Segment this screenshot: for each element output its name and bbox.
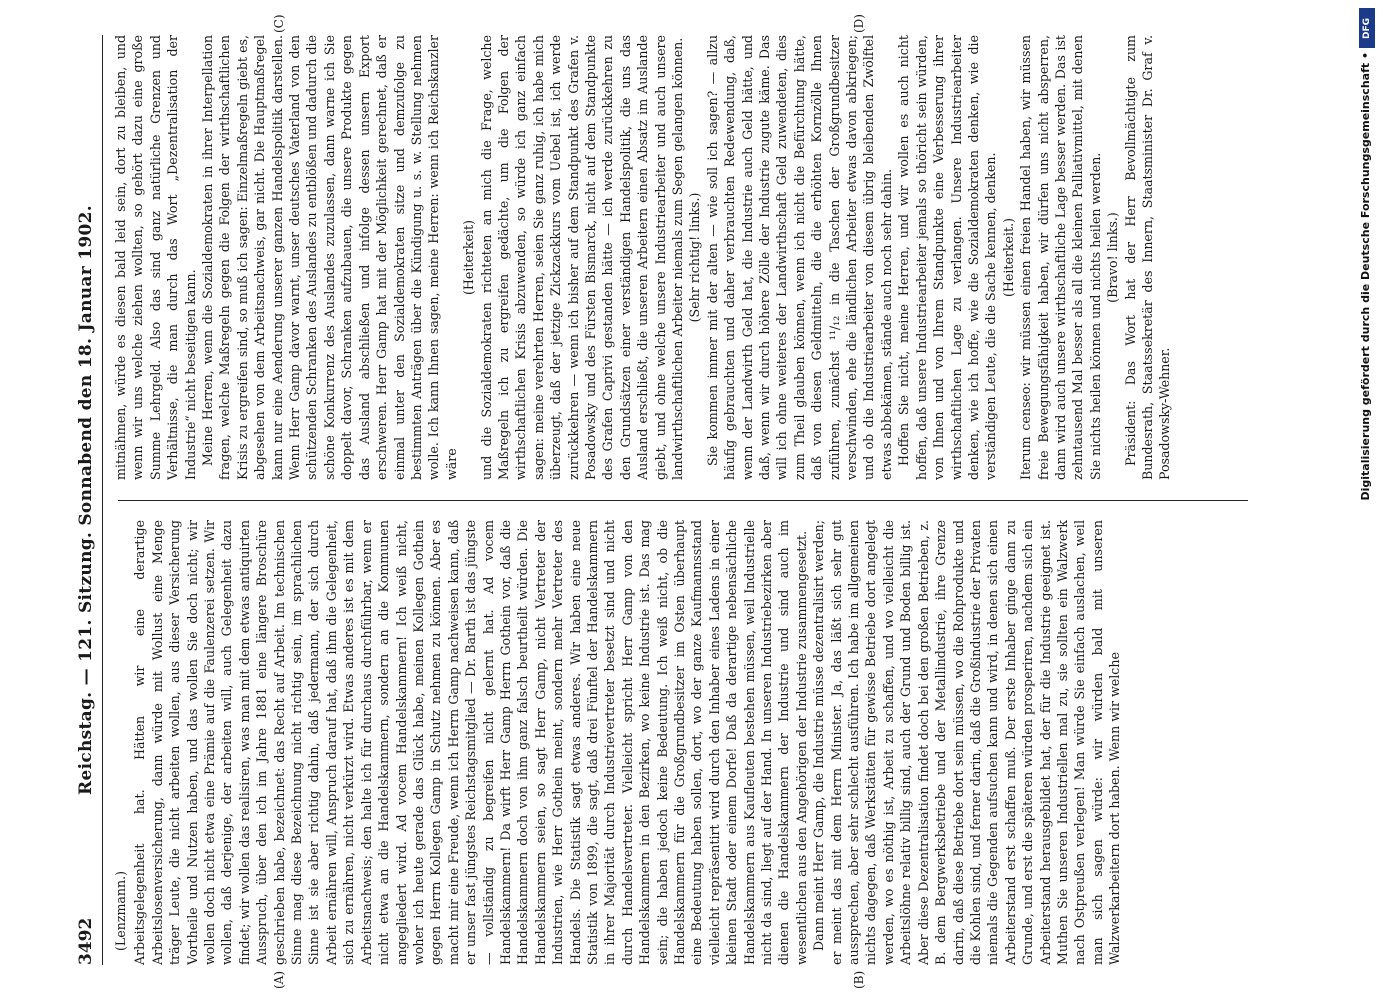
- interjection: (Bravo! links.): [1104, 212, 1120, 303]
- margin-marker-b: (B): [851, 970, 866, 989]
- president-statement: Präsident: Das Wort hat der Herr Bevollmächtigte zum Bundesrath, Staatssekretär des Innern, Staatsminister Dr. Graf v. Posadowsky-Wehner.: [1122, 35, 1172, 480]
- paragraph: Sie kommen immer mit der alten — wie soll ich sagen? — allzu häufig gebrauchten und daher verbrauchten Redewendung, daß, wenn der Landwirth Geld hat, die Industrie auch Geld hätte, und daß, wenn wir durch höhere Zölle der Industrie zugute käme. Das will ich ohne weiteres der Landwirthschaft Geld zuwendeten, dies zum Theil glauben können, wenn ich nicht die Befürchtung hätte, daß von diesen Geldmitteln, die die erhöhten Kornzölle Ihnen zuführen, zunächst ¹¹/₁₂ in die Taschen der Großgrundbesitzer verschwinden, ehe die ländlichen Arbeiter etwas davon abkriegen; und ob die Industriearbeiter von diesem übrig bleibenden Zwölftel etwas abbekämen, stände auch noch sehr dahin.: [704, 35, 894, 480]
- page-title: Reichstag. — 121. Sitzung. Sonnabend den 18. Januar 1902.: [75, 205, 96, 795]
- interjection: (Heiterkeit): [460, 220, 476, 295]
- paragraph: Iterum censeo: wir müssen einen freien Handel haben, wir müssen freie Bewegungsfähigkeit haben, wir dürfen uns nicht absperren, dann wird auch unsere wirthschaftliche Lage besser werden. Das ist zehntausend Mal besser als all die kleinen Palliativmittel, mit denen Sie nichts heilen können und nichts heilen werden.: [1017, 35, 1103, 480]
- left-column: [112, 520, 1252, 965]
- right-column: [112, 35, 1252, 480]
- interjection: (Sehr richtig! links.): [686, 192, 702, 323]
- newspaper-page: [42, 5, 1342, 995]
- margin-marker-a: (A): [271, 970, 286, 989]
- digitization-credit: [1357, 6, 1379, 996]
- margin-marker-d: (D): [851, 14, 866, 33]
- column-divider: [118, 500, 1248, 501]
- speaker-name: (Lenzmann.): [112, 870, 128, 951]
- paragraph: mitnähmen, würde es diesen bald leid sein, dort zu bleiben, und wenn wir uns welche ziehen wollten, so gehört dazu eine große Summe Lehrgeld. Also das sind ganz natürliche Grenzen und Verhältnisse, die man durch das Wort „Dezentralisation der Industrie“ nicht beseitigen kann.: [112, 35, 198, 480]
- page-number: 3492: [75, 917, 96, 965]
- paragraph: und die Sozialdemokraten richteten an mich die Frage, welche Maßregeln ich zu ergreifen gedächte, um die Folgen der wirthschaftlichen Krisis abzuwenden, so würde ich ganz einfach sagen: meine verehrten Herren, seien Sie ganz ruhig, ich habe mich überzeugt, daß der jetzige Zickzackkurs vom Uebel ist, ich werde zurückkehren — wenn ich bisher auf dem Standpunkt des Grafen v. Posadowsky und des Fürsten Bismarck, nicht auf dem Standpunkte des Grafen Caprivi gestanden hätte — ich werde zurückkehren zu den Grundsätzen einer verständigen Handelspolitik, die uns das Ausland erschließt, die unseren Arbeitern einen Absatz im Auslande giebt, und ohne welche unsere Industriearbeiter und auch unsere landwirthschaftlichen Arbeiter niemals zum Segen gelangen können.: [478, 35, 685, 480]
- paragraph: Arbeitsgelegenheit hat. Hätten wir eine derartige Arbeitslosenversicherung, dann würde mit Wollust eine Menge träger Leute, die nicht arbeiten wollen, aus dieser Versicherung Vortheile und Nutzen haben, und das wollen Sie doch nicht; wir wollen doch nicht etwa eine Prämie auf die Faulenzerei setzen. Wir wollen, daß derjenige, der arbeiten will, auch Gelegenheit dazu findet; wir wollen das realisiren, was man mit dem etwas antiquirten Ausspruch, über den ich im Jahre 1881 eine längere Broschüre geschrieben habe, bezeichnet: das Recht auf Arbeit. Im technischen Sinne mag diese Bezeichnung nicht richtig sein, im sprachlichen Sinne ist sie aber richtig dahin, daß jedermann, der sich durch Arbeit ernähren will, Anspruch darauf hat, daß ihm die Gelegenheit, sich zu ernähren, nicht verkürzt wird. Etwas anderes ist es mit dem Arbeitsnachweis; den halte ich für durchaus durchführbar, wenn er nicht etwa an die Handelskammern, sondern an die Kommunen angegliedert wird. Ad vocem Handelskammern! Ich weiß nicht, woher ich heute gerade das Glück habe, meinen Kollegen Gothein gegen Herrn Kollegen Gamp in Schutz nehmen zu können. Aber es macht mir eine Freude, wenn ich Herrn Gamp nachweisen kann, daß er unser fast jüngstes Reichstagsmitglied — Dr. Barth ist das jüngste — vollständig zu begreifen nicht gelernt hat. Ad vocem Handelskammern! Da wirft Herr Gamp Herrn Gothein vor, daß die Handelskammern doch von ihm ganz falsch beurtheilt würden. Die Handelskammern seien, so sagt Herr Gamp, nicht Vertreter der Industrien, wie Herr Gothein meint, sondern mehr Vertreter des Handels. Die Statistik sagt etwas anderes. Wir haben eine neue Statistik von 1899, die sagt, daß drei Fünftel der Handelskammern in ihrer Majorität durch Industrievertreter besetzt sind und nicht durch Handelsvertreter. Vielleicht spricht Herr Gamp von den Handelskammern in den Bezirken, wo keine Industrie ist. Das mag sein; die haben jedoch keine Bedeutung. Ich weiß nicht, ob die Handelskammern für die Großgrundbesitzer im Osten überhaupt eine Bedeutung haben sollen, dort, wo der ganze Kaufmannsstand vielleicht repräsentirt wird durch den Inhaber eines Ladens in einer kleinen Stadt oder einem Dorfe! Daß da derartige nebensächliche Handelskammern aus Kaufleuten bestehen müssen, weil Industrielle nicht da sind, liegt auf der Hand. In unseren Industriebezirken aber dienen die Handelskammern der Industrie und sind auch im wesentlichen aus den Angehörigen der Industrie zusammengesetzt.: [131, 520, 809, 965]
- paragraph: Hoffen Sie nicht, meine Herren, und wir wollen es auch nicht hoffen, daß unsere Industriearbeiter jemals so thöricht sein würden, von Ihnen und von Ihrem Standpunkte eine Verbesserung ihrer wirthschaftlichen Lage zu verlangen. Unsere Industriearbeiter denken, wie ich hoffe, wie die Sozialdemokraten denken, wie die verständigen Leute, die die Sache kennen, denken.: [895, 35, 998, 480]
- margin-marker-c: (C): [271, 14, 286, 33]
- dfg-logo: DFG: [1359, 8, 1375, 48]
- paragraph: Meine Herren, wenn die Sozialdemokraten in ihrer Interpellation fragen, welche Maßregeln gegen die Folgen der wirthschaftlichen Krisis zu ergreifen sind, so muß ich sagen: Einzelmaßregeln giebt es, abgesehen von dem Arbeitsnachweis, gar nicht. Die Hauptmaßregel kann nur eine Aenderung unserer ganzen Handelspolitik darstellen. Wenn Herr Gamp davor warnt, unser deutsches Vaterland von den schützenden Schranken des Auslandes zu entblößen und dadurch die schöne Konkurrenz des Auslandes zuzulassen, dann warne ich Sie doppelt davor, Schranken aufzubauen, die unsere Produkte gegen das Ausland abschließen und infolge dessen unsern Export erschweren. Herr Gamp hat mit der Möglichkeit gerechnet, daß er einmal unter den Sozialdemokraten sitze und demzufolge zu bestimmten Anträgen über die Kündigung u. s. w. Stellung nehmen wolle. Ich kann Ihnen sagen, meine Herren: wenn ich Reichskanzler wäre: [199, 35, 459, 480]
- interjection: (Heiterkeit.): [1000, 218, 1016, 297]
- page-header: [74, 35, 103, 965]
- paragraph: Dann meint Herr Gamp, die Industrie müsse dezentralisirt werden; er meint das mit dem Herrn Minister. Ja, das läßt sich sehr gut aussprechen, aber sehr schlecht ausführen. Ich habe im allgemeinen nichts dagegen, daß Werkstätten für gewisse Betriebe dort angelegt werden, wo es nöthig ist, Arbeit zu schaffen, und wo vielleicht die Arbeitslöhne relativ billig sind, auch der Grund und Boden billig ist. Aber diese Dezentralisation findet doch bei den großen Betrieben, z. B. dem Bergwerksbetriebe und der Metallindustrie, ihre Grenze darin, daß diese Betriebe dort sein müssen, wo die Rohprodukte und die Kohlen sind, und ferner darin, daß die Großindustrie der Privaten niemals die Gegenden aufsuchen kann und wird, in denen sich einen Arbeiterstand erst schaffen muß. Der erste Inhaber ginge dann zu Grunde, und erst die späteren würden prosperiren, nachdem sich ein Arbeiterstand herausgebildet hat, der für die Industrie geeignet ist. Muthen Sie unseren Industriellen mal zu, sie sollten ein Walzwerk nach Ostpreußen verlegen! Man würde Sie einfach auslachen, weil man sich sagen würde: wir würden bald mit unseren Walzwerkarbeitern dort haben. Wenn wir welche: [810, 520, 1122, 965]
- credit-text: Digitalisierung gefördert durch die Deutsche Forschungsgemeinschaft •: [1359, 52, 1372, 501]
